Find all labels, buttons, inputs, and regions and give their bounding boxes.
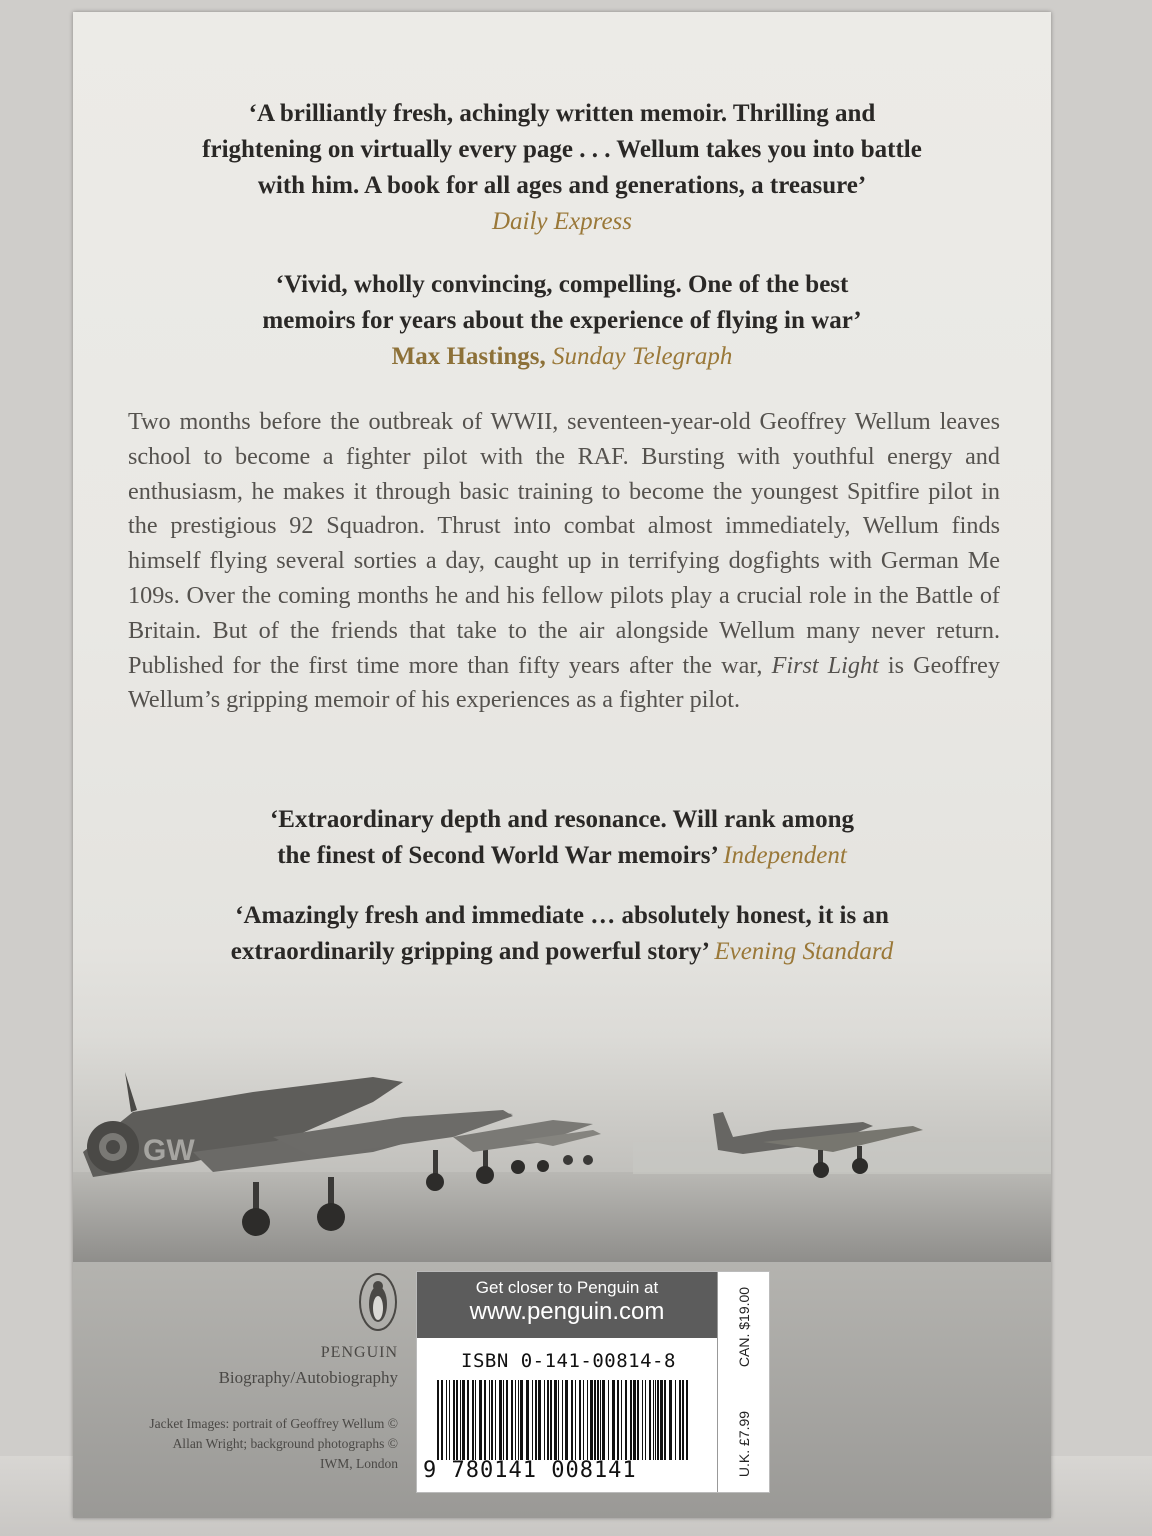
barcode-bar xyxy=(515,1380,516,1460)
barcode-bar xyxy=(554,1380,557,1460)
quote-line: memoirs for years about the experience of flying in war’ xyxy=(262,307,862,334)
price-can: CAN. $19.00 xyxy=(736,1286,752,1368)
barcode-bar xyxy=(583,1380,584,1460)
barcode-bar xyxy=(597,1380,599,1460)
barcode-bar xyxy=(462,1380,465,1460)
barcode-bar xyxy=(602,1380,605,1460)
barcode-bar xyxy=(686,1380,688,1460)
barcode-bar xyxy=(657,1380,659,1460)
barcode-bar xyxy=(518,1380,519,1460)
barcode-bar xyxy=(544,1380,545,1460)
barcode-bar xyxy=(441,1380,443,1460)
barcode-bar xyxy=(506,1380,508,1460)
barcode-bar xyxy=(655,1380,656,1460)
quote-line: frightening on virtually every page . . . Wellum takes you into battle xyxy=(202,136,922,163)
barcode-bar xyxy=(503,1380,504,1460)
barcode-bar xyxy=(587,1380,588,1460)
price-text xyxy=(736,1267,752,1497)
barcode-bar xyxy=(437,1380,439,1460)
blurb-text: Two months before the outbreak of WWII, seventeen-year-old Geoffrey Wellum leaves school to become a fighter pilot with the RAF. Bursting with youthful energy and enthusiasm, he makes it through basic training to become the youngest Spitfire pilot in the prestigious 92 Squadron. Thrust into combat almost immediately, Wellum finds himself flying several sorties a day, caught up in terrifying dogfights with German Me 109s. Over the coming months he and his fellow pilots play a crucial role in the Battle of Britain. But of the friends that take to the air alongside Wellum many never return. Published for the first time more than fifty years after the war, xyxy=(128,408,1000,679)
barcode-bar xyxy=(653,1380,654,1460)
promo-text: Get closer to Penguin at xyxy=(475,1278,659,1297)
barcode-bar xyxy=(562,1380,563,1460)
barcode-bar xyxy=(453,1380,455,1460)
barcode-bar xyxy=(460,1380,461,1460)
barcode-bar xyxy=(600,1380,601,1460)
barcode-bar xyxy=(446,1380,447,1460)
barcode-bar xyxy=(645,1380,646,1460)
barcode-bar xyxy=(608,1380,609,1460)
barcode-bar xyxy=(475,1380,476,1460)
barcode-bar xyxy=(633,1380,636,1460)
barcode-bar xyxy=(479,1380,482,1460)
barcode-bar xyxy=(526,1380,529,1460)
barcode-bar xyxy=(575,1380,576,1460)
book-back-cover xyxy=(73,12,1051,1518)
barcode-bar xyxy=(664,1380,666,1460)
promo-url: www.penguin.com xyxy=(469,1298,665,1325)
penguin-logo-icon xyxy=(358,1272,398,1332)
quote-line: ‘Amazingly fresh and immediate … absolutely honest, it is an xyxy=(235,902,889,929)
barcode-bar xyxy=(495,1380,496,1460)
barcode-bar xyxy=(621,1380,622,1460)
barcode-digits: 9 780141 008141 xyxy=(423,1458,637,1483)
barcode-bar xyxy=(617,1380,619,1460)
spitfires-photo xyxy=(73,1042,1051,1262)
barcode-bar xyxy=(511,1380,513,1460)
barcode-bar xyxy=(679,1380,681,1460)
barcode-bar xyxy=(484,1380,486,1460)
barcode-bar xyxy=(449,1380,450,1460)
quote-line: ‘Extraordinary depth and resonance. Will rank among xyxy=(269,806,855,833)
barcode-bar xyxy=(538,1380,541,1460)
barcode-bar xyxy=(535,1380,537,1460)
barcode-bar xyxy=(594,1380,596,1460)
quote-source: Independent xyxy=(723,842,847,869)
price-uk: U.K. £7.99 xyxy=(736,1410,752,1478)
quote-source-author: Max Hastings, xyxy=(391,343,546,370)
book-title: First Light xyxy=(771,651,879,679)
barcode-bar xyxy=(532,1380,533,1460)
barcode-bar xyxy=(467,1380,469,1460)
book-category: Biography/Autobiography xyxy=(218,1368,398,1387)
barcode-bar xyxy=(682,1380,684,1460)
quote-line: ‘A brilliantly fresh, achingly written memoir. Thrilling and xyxy=(248,100,876,127)
barcode-bar xyxy=(669,1380,672,1460)
barcode-bar xyxy=(520,1380,523,1460)
barcode-bar xyxy=(612,1380,615,1460)
barcode-bar xyxy=(642,1380,643,1460)
review-quote-3 xyxy=(73,802,1051,874)
blurb-text-end: is Geoffrey Wellum’s gripping memoir of his experiences as a fighter pilot. xyxy=(128,651,1001,714)
price-strip xyxy=(717,1272,770,1492)
barcode-panel xyxy=(416,1271,770,1493)
barcode-bar xyxy=(579,1380,581,1460)
penguin-promo xyxy=(417,1272,717,1338)
quote-line: the finest of Second World War memoirs’ xyxy=(277,842,717,869)
quote-line: ‘Vivid, wholly convincing, compelling. One of the best xyxy=(275,271,849,298)
quote-source: Evening Standard xyxy=(714,938,894,965)
barcode-bar xyxy=(472,1380,474,1460)
barcode-bars xyxy=(433,1380,693,1460)
review-quote-1 xyxy=(73,96,1051,240)
jacket-credits: Jacket Images: portrait of Geoffrey Wellum © Allan Wright; background photographs © IWM, London xyxy=(149,1416,398,1471)
barcode-bar xyxy=(571,1380,573,1460)
review-quote-2 xyxy=(73,267,1051,375)
barcode-bar xyxy=(550,1380,552,1460)
barcode-bar xyxy=(499,1380,502,1460)
barcode-bar xyxy=(489,1380,490,1460)
barcode-bar xyxy=(491,1380,493,1460)
barcode-bar xyxy=(630,1380,632,1460)
book-blurb xyxy=(128,405,1000,718)
quote-line: extraordinarily gripping and powerful story’ xyxy=(230,938,709,965)
barcode-bar xyxy=(660,1380,663,1460)
barcode-bar xyxy=(675,1380,676,1460)
barcode-bar xyxy=(565,1380,568,1460)
barcode-bar xyxy=(625,1380,627,1460)
barcode-bar xyxy=(456,1380,458,1460)
quote-line: with him. A book for all ages and generations, a treasure’ xyxy=(257,172,867,199)
review-quote-4 xyxy=(73,898,1051,970)
airfield-ground xyxy=(73,1172,1051,1262)
quote-source: Daily Express xyxy=(491,208,632,235)
isbn-text: ISBN 0-141-00814-8 xyxy=(461,1350,676,1372)
barcode-bar xyxy=(590,1380,593,1460)
barcode-bar xyxy=(547,1380,549,1460)
barcode-bar xyxy=(558,1380,559,1460)
publisher-name: PENGUIN xyxy=(320,1344,398,1361)
quote-source: Sunday Telegraph xyxy=(552,343,733,370)
barcode-bar xyxy=(649,1380,651,1460)
barcode-bar xyxy=(637,1380,639,1460)
plane-marking: GW xyxy=(143,1134,195,1167)
